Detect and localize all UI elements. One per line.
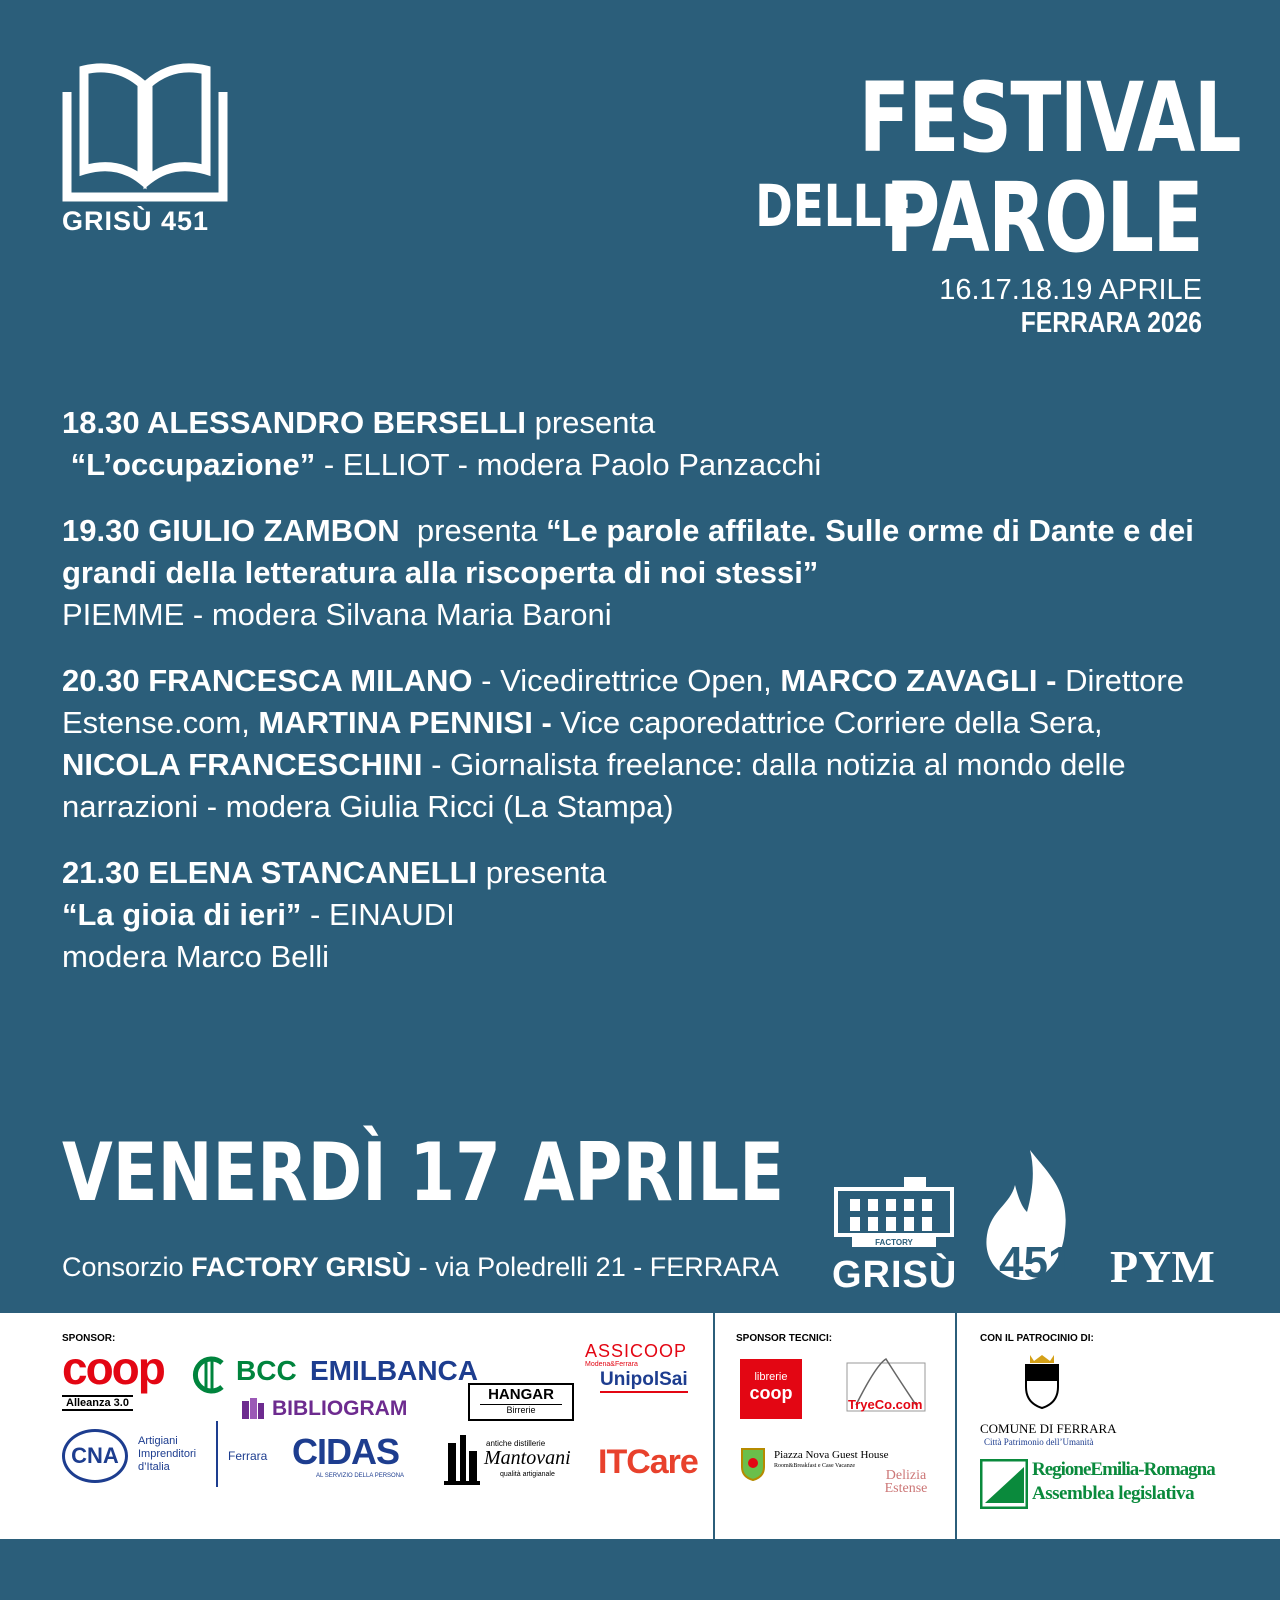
event-verb: presenta <box>525 405 656 440</box>
sponsor-band <box>0 1313 1280 1539</box>
emilbanca-logo: EMILBANCA <box>310 1355 478 1386</box>
event-verb: presenta <box>477 855 607 890</box>
assemblea-legislativa: Assemblea legislativa <box>1032 1483 1195 1504</box>
venue-address: - via Poledrelli 21 - FERRARA <box>411 1252 779 1282</box>
bottom-strip <box>0 1539 1280 1600</box>
mantovani-subtitle: qualità artigianale <box>500 1471 555 1478</box>
grisu-logo <box>62 62 232 237</box>
cna-text: Artigiani Imprenditori d’Italia <box>138 1435 197 1473</box>
librerie-coop-label: coop <box>749 1383 793 1403</box>
hangar-logo <box>468 1383 574 1421</box>
event-venue <box>62 1252 779 1283</box>
event-book-title: “L’occupazione” <box>70 447 316 482</box>
event-speaker-4: NICOLA FRANCESCHINI <box>62 747 423 782</box>
event-book-title: “Le parole affilate. Sulle orme di Dante e dei grandi della letteratura alla riscoperta di noi stessi” <box>62 513 1194 590</box>
librerie-coop-logo <box>740 1359 802 1419</box>
factory-small-label: FACTORY <box>875 1238 913 1247</box>
comune-ferrara-logo: COMUNE DI FERRARA <box>980 1421 1117 1436</box>
event-verb: presenta <box>399 513 547 548</box>
event-speaker-1: 20.30 FRANCESCA MILANO <box>62 663 473 698</box>
event-role-4: - Giornalista freelance: dalla notizia al mondo delle narrazioni - modera Giulia Ricci (La Stampa) <box>62 747 1126 824</box>
title-festival: FESTIVAL <box>858 62 1241 174</box>
venue-prefix: Consorzio <box>62 1252 192 1282</box>
title-parole: PAROLE <box>885 162 1202 274</box>
tech-sponsor-title: SPONSOR TECNICI: <box>736 1333 833 1344</box>
event-1930 <box>62 510 1222 636</box>
festival-dates: 16.17.18.19 APRILE <box>939 274 1202 306</box>
hangar-subtitle: Birrerie <box>480 1404 562 1415</box>
event-speaker-3: MARTINA PENNISI - <box>258 705 552 740</box>
festival-city-year: FERRARA 2026 <box>1020 307 1202 339</box>
distillery-icon <box>444 1433 480 1485</box>
piazza-nova-subtitle: Room&Breakfast e Case Vacanze <box>774 1463 856 1469</box>
event-role-2: Direttore Estense.com, <box>62 663 1184 740</box>
event-speaker-2: MARCO ZAVAGLI - <box>780 663 1057 698</box>
event-details: - EINAUDI <box>301 897 455 932</box>
factory-name: GRISÙ <box>832 1254 958 1296</box>
event-2030 <box>62 660 1222 828</box>
flame-451-logo <box>985 1150 1085 1295</box>
bibliogram-icon <box>240 1395 266 1421</box>
event-2130 <box>62 852 1222 978</box>
regione-logo-icon <box>980 1459 1028 1509</box>
delizia-estense-logo: Delizia Estense <box>884 1468 928 1496</box>
venue-name: FACTORY GRISÙ <box>191 1252 412 1282</box>
bcc-logo: BCC <box>236 1355 297 1386</box>
divider <box>713 1313 715 1539</box>
coop-logo: coop <box>62 1342 164 1394</box>
tryeco-logo: TryeCo.com <box>848 1397 923 1412</box>
program-list <box>62 402 1222 1002</box>
flame-number: 451 <box>999 1238 1073 1287</box>
sponsor-title: SPONSOR: <box>62 1333 116 1344</box>
org-name: GRISÙ 451 <box>62 206 210 236</box>
assicoop-subtitle: Modena&Ferrara <box>585 1361 638 1368</box>
divider <box>955 1313 957 1539</box>
cna-divider <box>216 1421 218 1487</box>
title-delle: DELLE <box>754 172 912 240</box>
mantovani-pretitle: antiche distillerie <box>486 1439 546 1448</box>
factory-building-icon <box>832 1175 956 1247</box>
hangar-name: HANGAR <box>488 1386 554 1403</box>
event-details: PIEMME - modera Silvana Maria Baroni <box>62 597 612 632</box>
cidas-logo: CIDAS <box>292 1431 400 1472</box>
piazza-nova-shield-icon <box>740 1447 766 1481</box>
open-book-icon <box>62 62 228 202</box>
event-book-title: “La gioia di ieri” <box>62 897 302 932</box>
cidas-subtitle: AL SERVIZIO DELLA PERSONA <box>316 1473 405 1479</box>
assicoop-logo: ASSICOOP <box>585 1341 688 1361</box>
event-speaker: 21.30 ELENA STANCANELLI <box>62 855 478 890</box>
event-moderator: modera Marco Belli <box>62 939 330 974</box>
event-1830 <box>62 402 1222 486</box>
event-speaker: 19.30 GIULIO ZAMBON <box>62 513 400 548</box>
piazza-nova-logo: Piazza Nova Guest House <box>774 1449 889 1461</box>
title-delle-parole <box>754 162 1202 274</box>
event-speaker: 18.30 ALESSANDRO BERSELLI <box>62 405 526 440</box>
itcare-logo: ITCare <box>598 1443 698 1481</box>
pym-logo: PYM <box>1110 1241 1215 1292</box>
event-day: VENERDÌ 17 APRILE <box>62 1126 785 1219</box>
regione-name: RegioneEmilia-Romagna <box>1032 1459 1215 1480</box>
coop-subtitle: Alleanza 3.0 <box>62 1395 133 1411</box>
librerie-label: librerie <box>754 1371 788 1383</box>
factory-grisu-logo <box>832 1175 956 1297</box>
event-role-1: - Vicedirettrice Open, <box>472 663 781 698</box>
unipol-logo: UnipolSai <box>600 1369 688 1393</box>
bcc-icon <box>188 1355 228 1395</box>
patronage-title: CON IL PATROCINIO DI: <box>980 1333 1094 1344</box>
event-details: - ELLIOT - modera Paolo Panzacchi <box>315 447 822 482</box>
cna-logo: CNA <box>62 1429 128 1483</box>
bibliogram-logo: BIBLIOGRAM <box>272 1397 408 1420</box>
festival-title <box>754 62 1241 340</box>
comune-ferrara-crest-icon <box>1022 1353 1062 1409</box>
mantovani-logo: Mantovani <box>484 1447 571 1469</box>
comune-ferrara-subtitle: Città Patrimonio dell’Umanità <box>984 1437 1094 1447</box>
event-role-3: Vice caporedattrice Corriere della Sera, <box>551 705 1103 740</box>
cna-city: Ferrara <box>228 1449 268 1463</box>
